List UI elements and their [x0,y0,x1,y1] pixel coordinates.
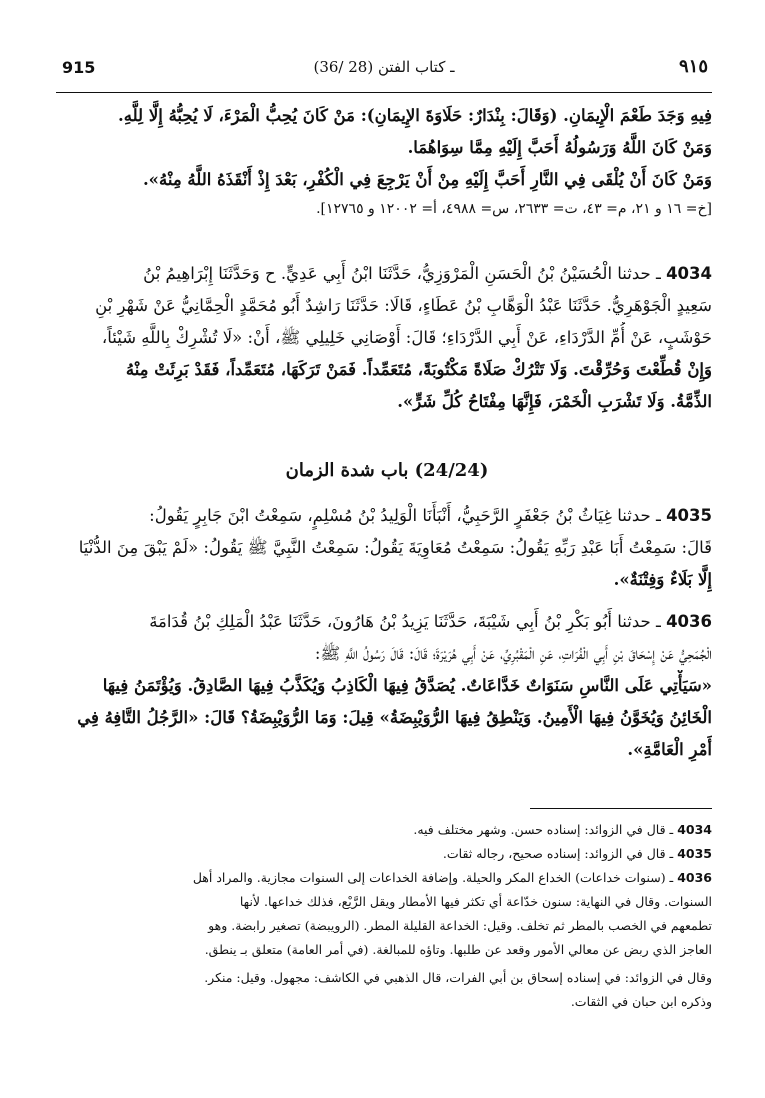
text-line: الْخَائِنُ وَيُخَوَّنُ فِيهَا الْأَمِينُ. وَيَنْطِقُ فِيهَا الرُّوَيْبِضَةُ» قِيلَ: وَمَا الرُّوَيْبِضَةُ؟ قَالَ: «الرَّجُلُ التَّافِهُ فِي [77,708,712,727]
page-number-arabic: ٩١٥ [678,56,708,77]
hadith-number: 4035 [666,506,712,525]
footnote-4036-line: السنوات. وقال في النهاية: سنون خدّاعة أي تكثر فيها الأمطار ويقل الرَّيْع، فذلك خداعها. لأنها [239,894,712,909]
reference-line: [خ= ١٦ و ٢١، م= ٤٣، ت= ٢٦٣٣، س= ٤٩٨٨، أ= ١٢٠٠٢ و ١٢٧٦٥]. [316,201,712,217]
hadith-4036 [62,606,712,766]
footnote-number: 4034 [677,822,712,837]
footnote-4035: ـ قال في الزوائد: إسناده صحيح، رجاله ثقات. [442,846,674,861]
running-title: (36/ 28) ـ كتاب الفتن [313,58,455,76]
text-line: وَمَنْ كَانَ أَنْ يُلْقَى فِي النَّارِ أَحَبَّ إِلَيْهِ مِنْ أَنْ يَرْجِعَ فِي الْكُفْرِ، بَعْدَ إِذْ أَنْقَذَهُ اللَّهُ مِنْهُ». [142,170,712,189]
hadith-number: 4034 [666,264,712,283]
page-header [56,52,712,93]
footnote-4036-line: العاجز الذي ربض عن معالي الأمور وقعد عن طلبها. وتاؤه للمبالغة. (في أمر العامة) متعلق بـ ينطق. [204,942,712,957]
footnote-zawaid-line: وذكره ابن حبان في الثقات. [570,994,712,1009]
text-line: ـ حدثنا أَبُو بَكْرِ بْنُ أَبِي شَيْبَةَ، حَدَّثَنَا يَزِيدُ بْنُ هَارُونَ، حَدَّثَنَا عَبْدُ الْمَلِكِ بْنُ قُدَامَةَ [149,612,661,631]
hadith-4035 [62,500,712,596]
footnote-4036-line: ـ (سنوات خداعات) الخداع المكر والحيلة. وإضافة الخداعات إلى السنوات مجازية. والمراد أهل [192,870,674,885]
text-line: إِلَّا بَلَاءٌ وَفِتْنَةٌ». [613,570,712,589]
footnote-number: 4036 [677,870,712,885]
text-line: الْجُمَحِيُّ عَنْ إِسْحَاقَ بْنِ أَبِي الْفُرَاتِ، عَنِ الْمَقْبُرِيِّ، عَنْ أَبِي هُرَيْرَةَ؛ قَالَ: قَالَ رَسُولُ اللَّهِ ﷺ: [314,644,712,663]
text-line: سَعِيدٍ الْجَوْهَرِيُّ. حَدَّثَنَا عَبْدُ الْوَهَّابِ بْنُ عَطَاءٍ، قَالَا: حَدَّثَنَا رَاشِدٌ أَبُو مُحَمَّدٍ الْحِمَّانِيُّ عَنْ شَهْرِ بْنِ [95,296,712,315]
chapter-title: (24/24) باب شدة الزمان [285,460,489,481]
hadith-number: 4036 [666,612,712,631]
text-line: وَإِنْ قُطِّعْتَ وَحُرِّقْتَ. وَلَا تَتْرُكْ صَلَاةً مَكْتُوبَةً، مُتَعَمِّداً. فَمَنْ تَرَكَهَا، مُتَعَمِّداً، فَقَدْ بَرِئَتْ مِنْهُ [125,360,712,379]
text-line: ـ حدثنا الْحُسَيْنُ بْنُ الْحَسَنِ الْمَرْوَزِيُّ، حَدَّثَنَا ابْنُ أَبِي عَدِيٍّ. ح وَحَدَّثَنَا إِبْرَاهِيمُ بْنُ [143,264,661,283]
text-line: أَمْرِ الْعَامَّةِ». [627,740,712,759]
page-number-latin: 915 [62,58,96,77]
footnotes [62,818,712,1014]
text-line: الذِّمَّةُ. وَلَا تَشْرَبِ الْخَمْرَ، فَإِنَّهَا مِفْتَاحُ كُلِّ شَرٍّ». [397,392,712,411]
text-line: قَالَ: سَمِعْتُ أَبَا عَبْدِ رَبِّهِ يَقُولُ: سَمِعْتُ مُعَاوِيَةَ يَقُولُ: سَمِعْتُ النَّبِيَّ ﷺ يَقُولُ: «لَمْ يَبْقَ مِنَ الدُّنْيَا [78,538,712,557]
text-line: «سَيَأْتِي عَلَى النَّاسِ سَنَوَاتٌ خَدَّاعَاتٌ. يُصَدَّقُ فِيهَا الْكَاذِبُ وَيُكَذَّبُ فِيهَا الصَّادِقُ. وَيُؤْتَمَنُ فِيهَا [102,676,712,695]
text-line: وَمَنْ كَانَ اللَّهُ وَرَسُولُهُ أَحَبَّ إِلَيْهِ مِمَّا سِوَاهُمَا. [407,138,712,157]
continuation-text [62,100,712,222]
footnote-number: 4035 [677,846,712,861]
text-line: حَوْشَبٍ، عَنْ أُمِّ الدَّرْدَاءِ، عَنْ أَبِي الدَّرْدَاءِ؛ قَالَ: أَوْصَانِي خَلِيلِي ﷺ، أَنْ: «لَا تُشْرِكْ بِاللَّهِ شَيْئاً، [101,328,712,347]
hadith-4034 [62,258,712,418]
footnote-4036-line: تطمعهم في الخصب بالمطر ثم تخلف. وقيل: الخداعة القليلة المطر. (الرويبضة) تصغير رابضة. وهو [208,918,712,933]
text-line: فِيهِ وَجَدَ طَعْمَ الْإِيمَانِ. (وَقَالَ: بِنْدَارٌ: حَلَاوَةَ الإِيمَانِ): مَنْ كَانَ يُحِبُّ الْمَرْءَ، لَا يُحِبُّهُ إِلَّا لِلَّهِ. [118,106,712,125]
footnote-4034: ـ قال في الزوائد: إسناده حسن. وشهر مختلف فيه. [413,822,674,837]
footnote-zawaid-line: وقال في الزوائد: في إسناده إسحاق بن أبي الفرات، قال الذهبي في الكاشف: مجهول. وقيل: منكر. [204,970,712,985]
footnote-divider [530,808,712,809]
text-line: ـ حدثنا غِيَاثُ بْنُ جَعْفَرٍ الرَّحَبِيُّ، أَنْبَأَنَا الْوَلِيدُ بْنُ مُسْلِمٍ، سَمِعْتُ ابْنَ جَابِرٍ يَقُولُ: [149,506,661,525]
